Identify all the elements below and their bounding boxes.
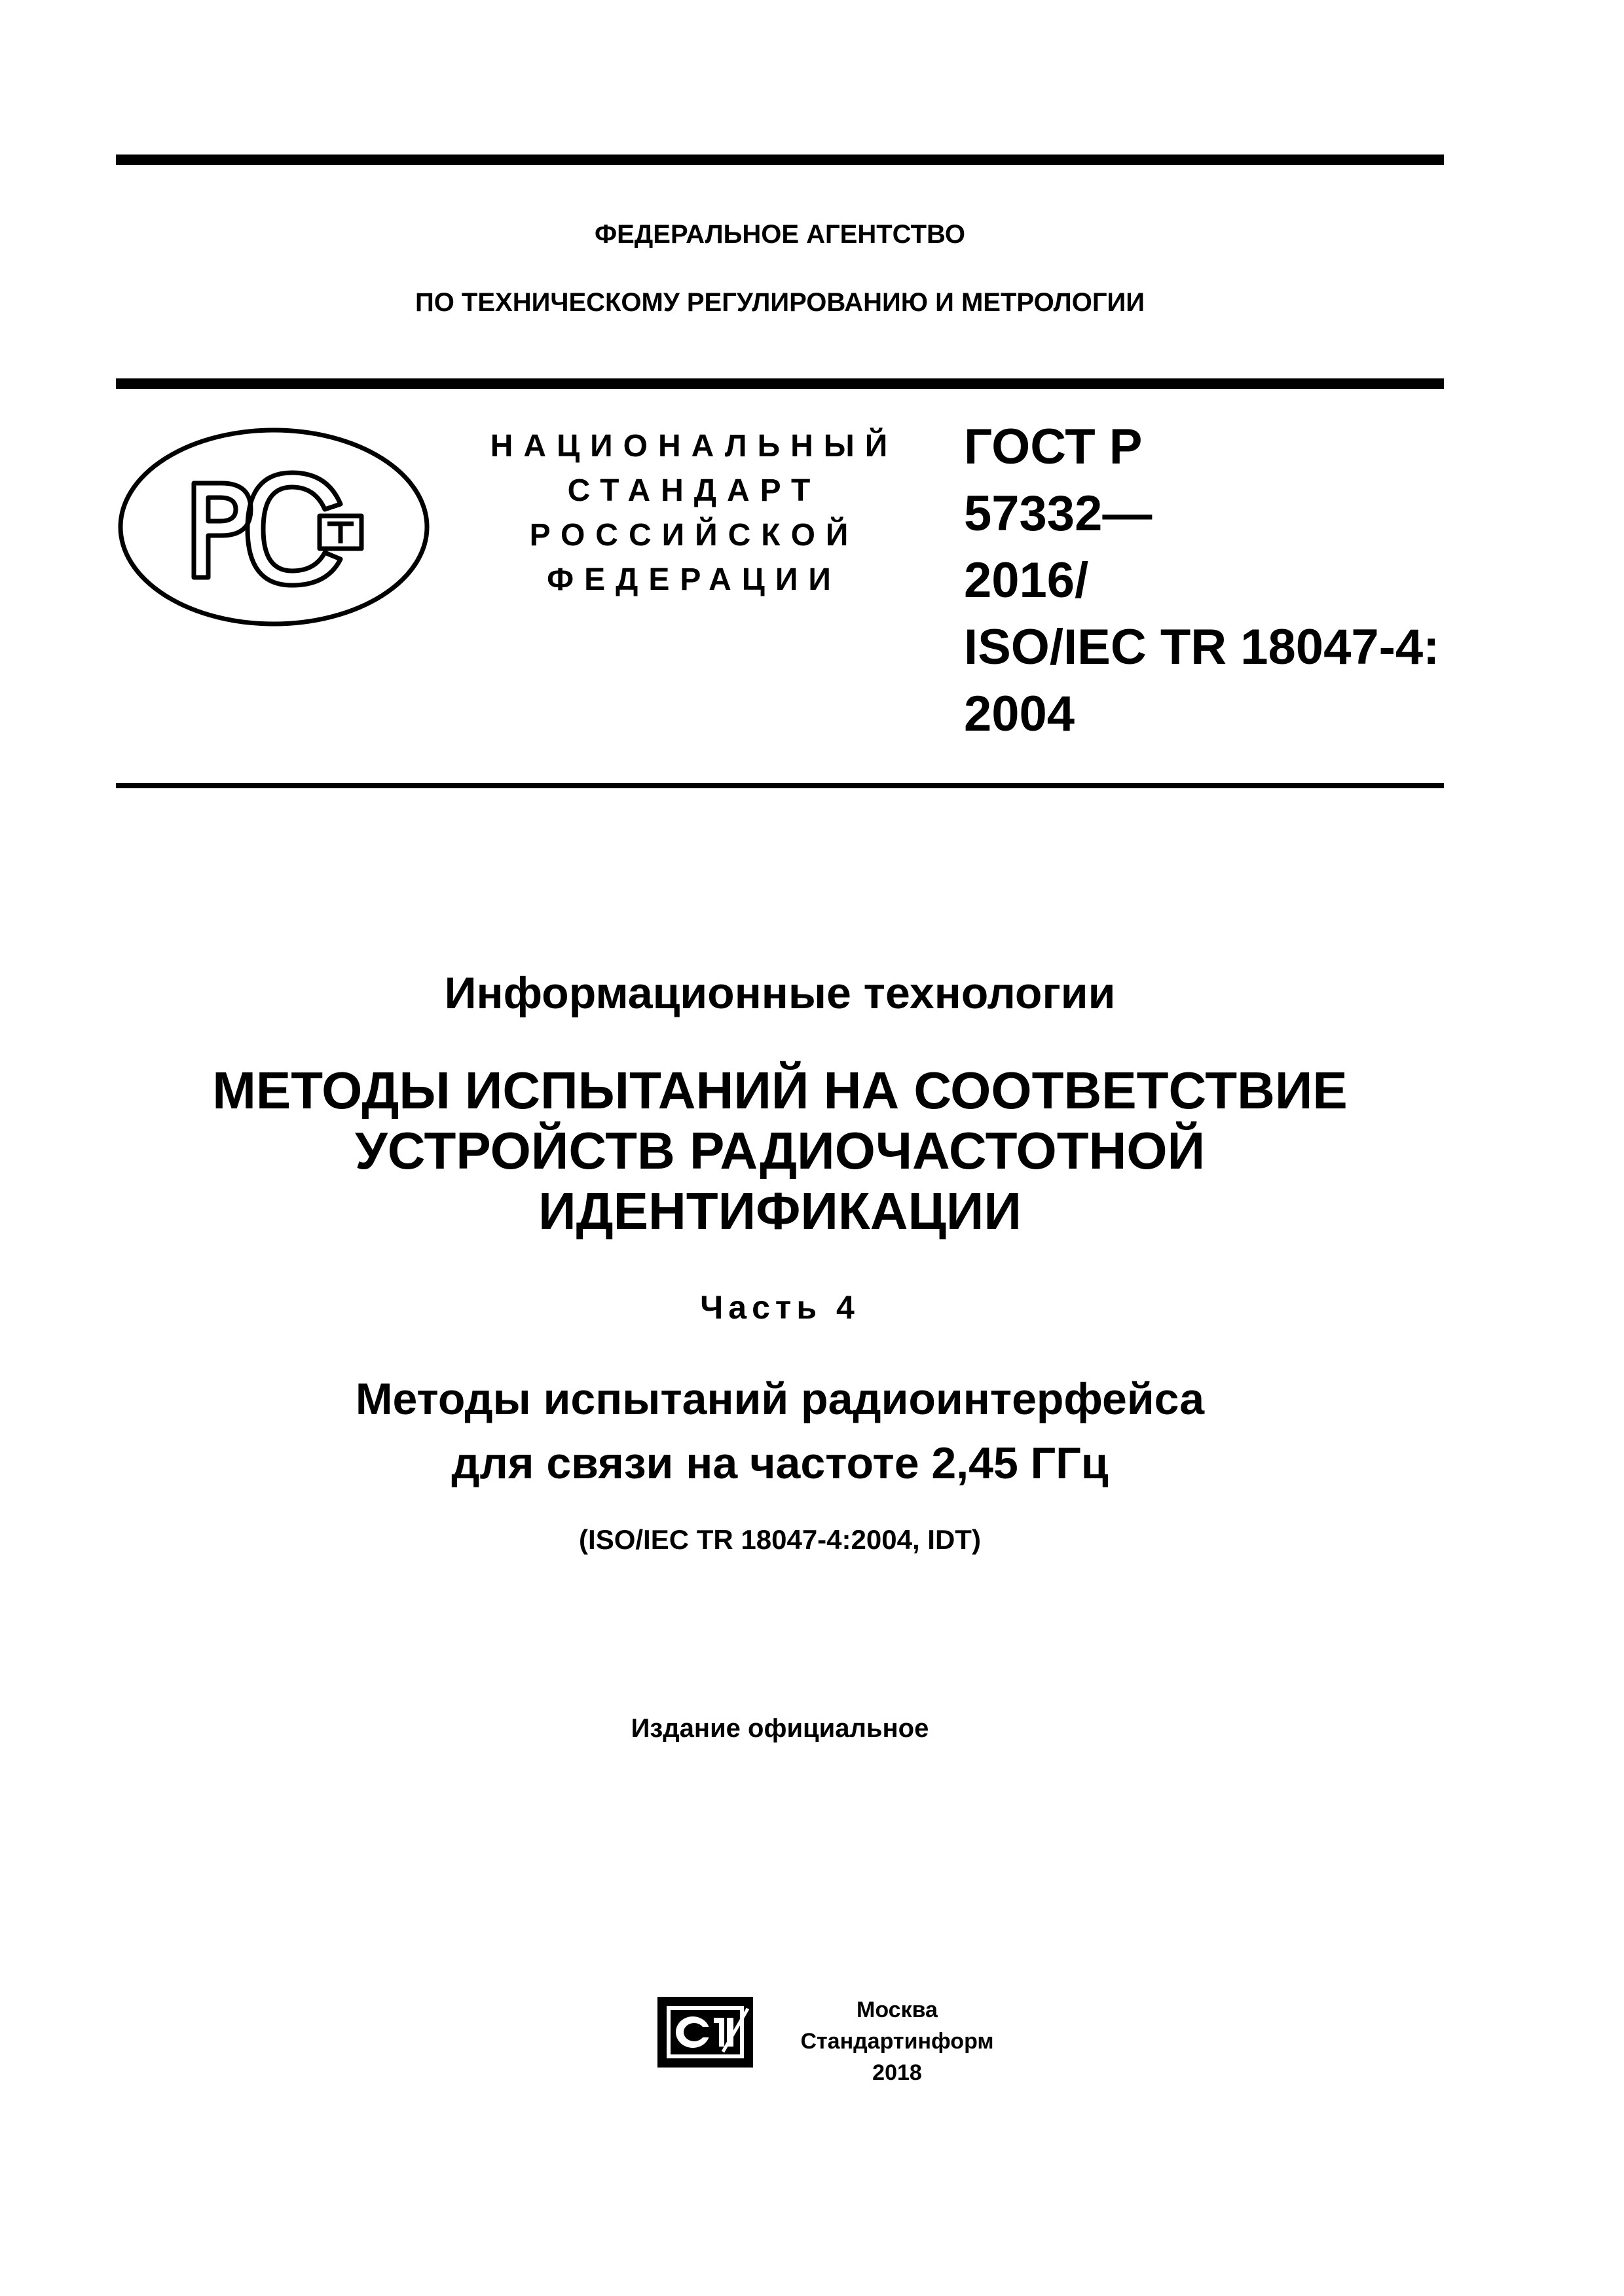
standartinform-logo-icon: [656, 1995, 754, 2069]
national-line-4: ФЕДЕРАЦИИ: [547, 562, 841, 597]
designation-line-1: ГОСТ Р: [964, 419, 1143, 475]
title-line-3: ИДЕНТИФИКАЦИИ: [538, 1182, 1022, 1240]
header-rule: [116, 378, 1444, 389]
edition-label: Издание официальное: [631, 1714, 929, 1743]
subtitle-line-1: Методы испытаний радиоинтерфейса: [355, 1374, 1205, 1424]
national-line-1: НАЦИОНАЛЬНЫЙ: [490, 429, 898, 464]
national-line-3: РОССИЙСКОЙ: [529, 518, 859, 553]
standard-designation: [964, 414, 1440, 748]
publisher-city: Москва: [857, 1997, 938, 2022]
document-subtitle: [116, 1367, 1444, 1495]
top-rule: [116, 155, 1444, 165]
publisher-year: 2018: [872, 2060, 922, 2085]
document-part: Часть 4: [700, 1289, 860, 1326]
document-title: [116, 1061, 1444, 1241]
national-line-2: СТАНДАРТ: [567, 473, 821, 508]
agency-line-2: ПО ТЕХНИЧЕСКОМУ РЕГУЛИРОВАНИЮ И МЕТРОЛОГИИ: [415, 288, 1145, 317]
national-standard-label: [478, 424, 910, 602]
publisher-block: [786, 1994, 1008, 2088]
designation-line-2: 57332—: [964, 486, 1153, 541]
gost-r-certification-logo-icon: [117, 426, 431, 629]
subtitle-line-2: для связи на частоте 2,45 ГГц: [451, 1438, 1109, 1488]
designation-line-3: 2016/: [964, 553, 1089, 608]
designation-line-5: 2004: [964, 686, 1075, 742]
agency-line-1: ФЕДЕРАЛЬНОЕ АГЕНТСТВО: [594, 220, 966, 249]
publisher-name: Стандартинформ: [800, 2029, 994, 2054]
designation-line-4: ISO/IEC TR 18047-4:: [964, 619, 1440, 675]
designation-rule: [116, 783, 1444, 788]
title-line-2: УСТРОЙСТВ РАДИОЧАСТОТНОЙ: [354, 1121, 1206, 1180]
title-line-1: МЕТОДЫ ИСПЫТАНИЙ НА СООТВЕТСТВИЕ: [212, 1061, 1348, 1120]
document-subject: Информационные технологии: [444, 968, 1116, 1018]
iso-reference: (ISO/IEC TR 18047-4:2004, IDT): [579, 1524, 981, 1555]
